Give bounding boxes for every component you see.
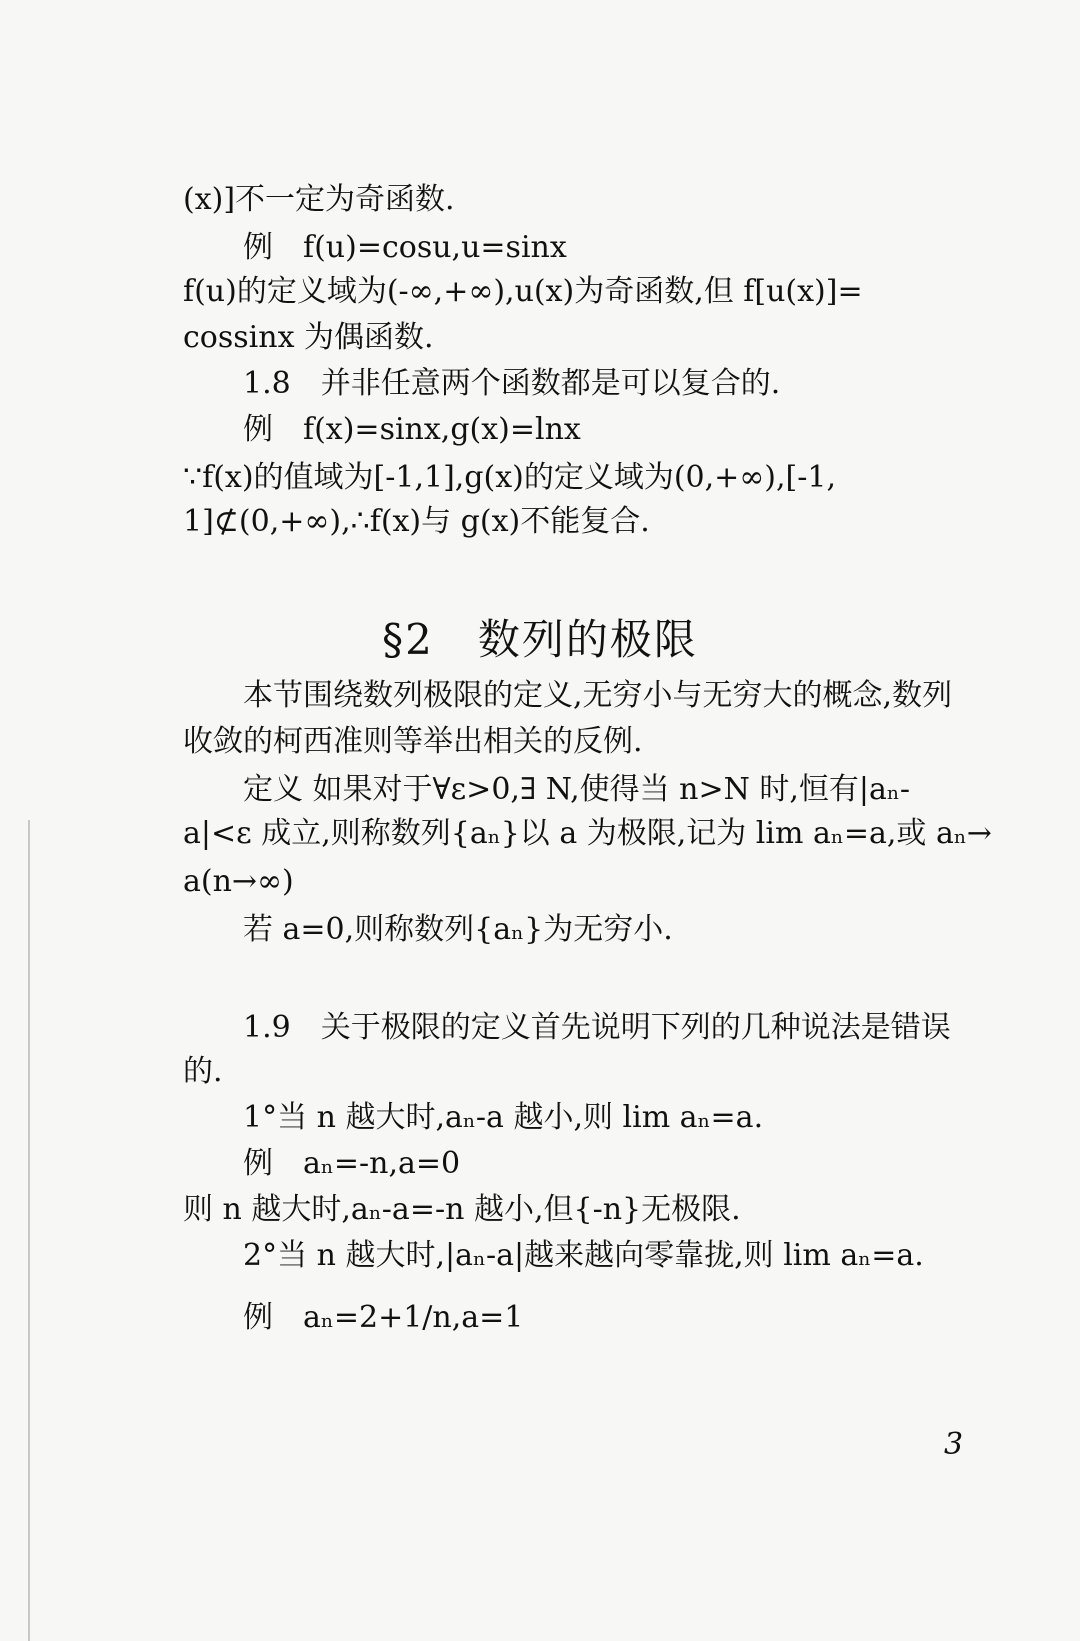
case-2-example: 例 aₙ=2+1/n,a=1 [243,1300,524,1335]
text-line-4: cossinx 为偶函数. [183,320,434,355]
text-line-7: ∵f(x)的值域为[-1,1],g(x)的定义域为(0,+∞),[-1, [183,460,836,495]
item-1-8: 1.8 并非任意两个函数都是可以复合的. [243,366,781,401]
item-1-9-cont: 的. [183,1054,223,1089]
item-1-9: 1.9 关于极限的定义首先说明下列的几种说法是错误 [243,1010,951,1045]
text-line-1: (x)]不一定为奇函数. [183,182,455,217]
intro-line-2: 收敛的柯西准则等举出相关的反例. [183,724,643,759]
case-1-explanation: 则 n 越大时,aₙ-a=-n 越小,但{-n}无极限. [183,1192,741,1227]
example-cos-sin: 例 f(u)=cosu,u=sinx [243,230,567,265]
case-1: 1°当 n 越大时,aₙ-a 越小,则 lim aₙ=a. [243,1100,764,1135]
text-line-3: f(u)的定义域为(-∞,+∞),u(x)为奇函数,但 f[u(x)]= [183,274,863,309]
section-heading: §2 数列的极限 [382,615,698,664]
definition-line-2: a|<ε 成立,则称数列{aₙ}以 a 为极限,记为 lim aₙ=a,或 aₙ→ [183,816,992,851]
case-1-example: 例 aₙ=-n,a=0 [243,1146,461,1181]
case-2: 2°当 n 越大时,|aₙ-a|越来越向零靠拢,则 lim aₙ=a. [243,1238,924,1273]
definition-line-1: 定义 如果对于∀ε>0,∃ N,使得当 n>N 时,恒有|aₙ- [243,772,911,807]
example-sin-ln: 例 f(x)=sinx,g(x)=lnx [243,412,581,447]
text-line-8: 1]⊄(0,+∞),∴f(x)与 g(x)不能复合. [183,504,650,539]
definition-line-3: a(n→∞) [183,864,294,899]
definition-line-4: 若 a=0,则称数列{aₙ}为无穷小. [243,912,673,947]
page-number: 3 [944,1427,964,1462]
intro-line-1: 本节围绕数列极限的定义,无穷小与无穷大的概念,数列 [243,678,953,713]
page-edge-line [28,820,30,1641]
